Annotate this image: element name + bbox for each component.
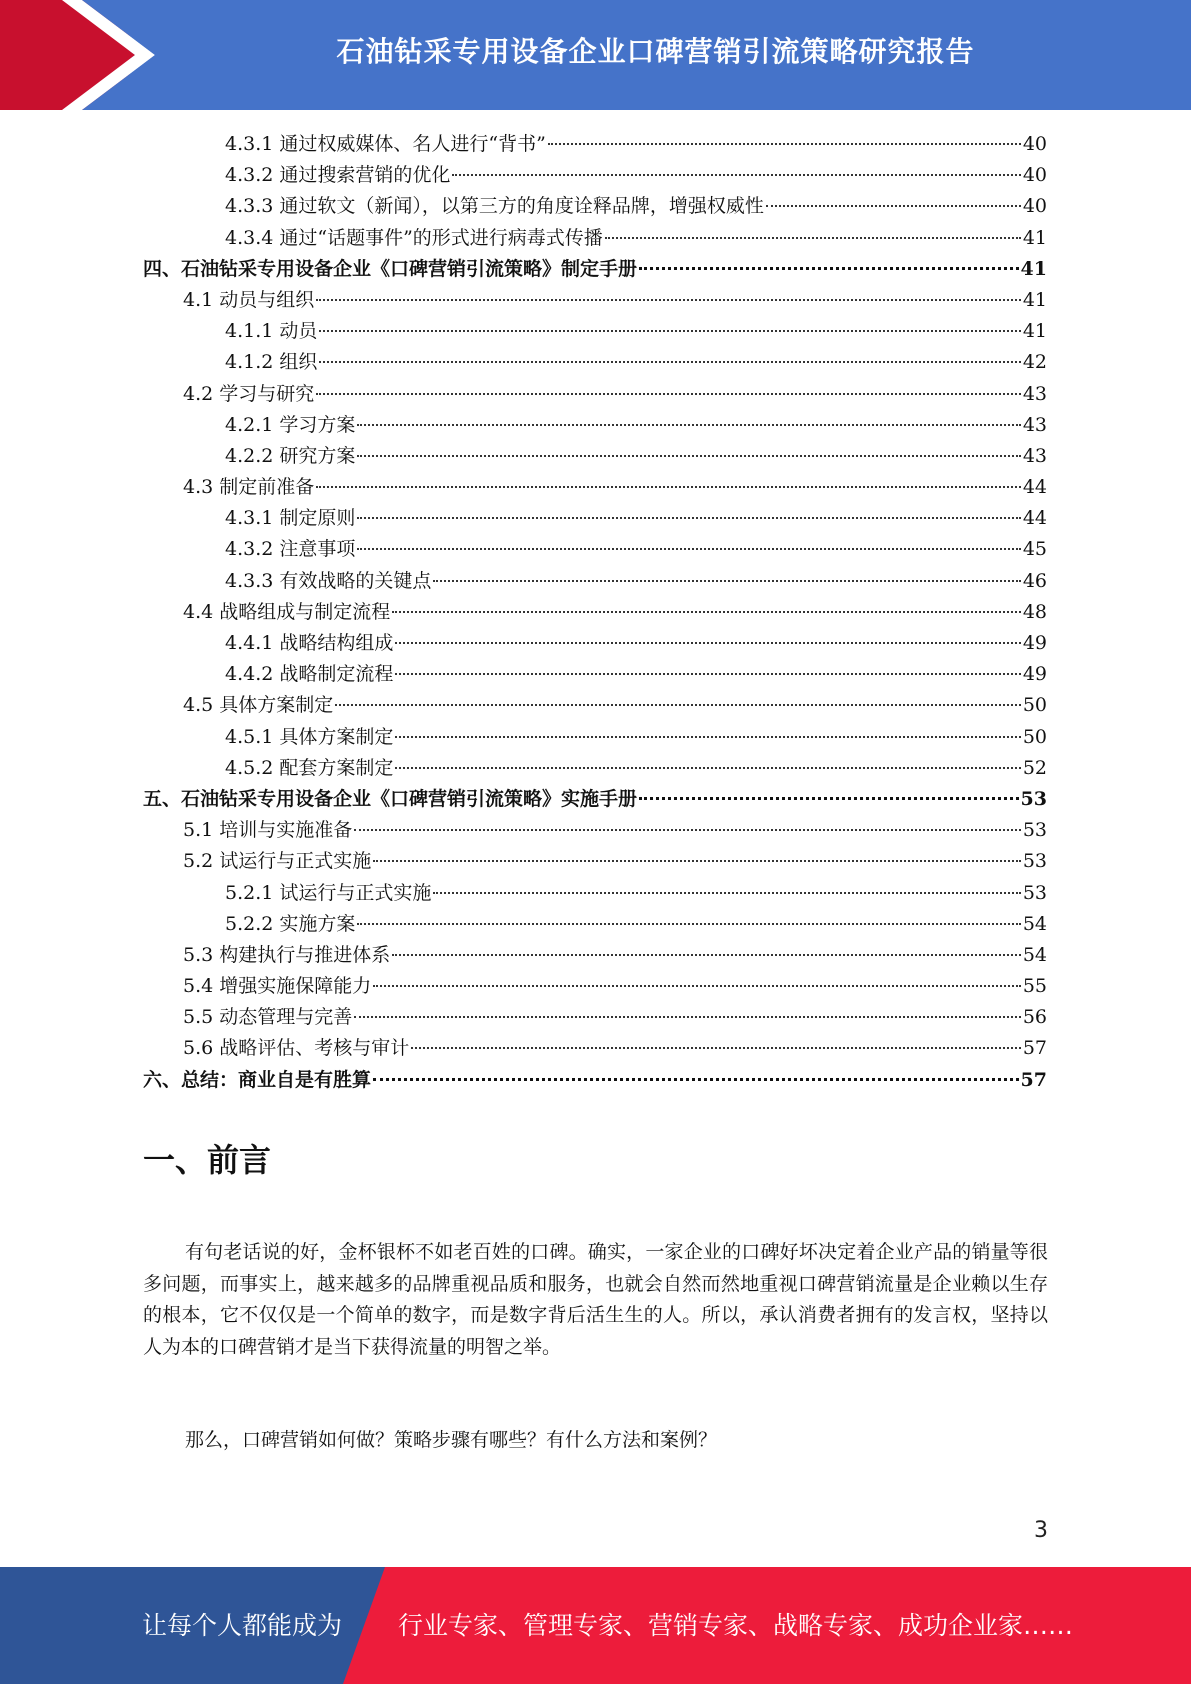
toc-entry-label: 4.3.1 制定原则 xyxy=(225,507,356,530)
footer-slogan-right: 行业专家、管理专家、营销专家、战略专家、成功企业家…… xyxy=(398,1611,1074,1640)
toc-entry-page: 41 xyxy=(1022,226,1047,249)
toc-dot-leader xyxy=(605,237,1021,239)
toc-dot-leader xyxy=(316,299,1021,301)
toc-entry-page: 40 xyxy=(1022,133,1047,155)
toc-entry-page: 55 xyxy=(1022,975,1047,998)
toc-entry-page: 41 xyxy=(1022,288,1047,311)
toc-entry-label: 4.3.2 注意事项 xyxy=(225,538,356,561)
toc-dot-leader xyxy=(357,455,1020,457)
toc-entry-page: 54 xyxy=(1022,912,1047,935)
toc-entry-page: 54 xyxy=(1022,943,1047,966)
table-of-contents xyxy=(143,129,1047,1096)
toc-dot-leader xyxy=(411,1047,1021,1049)
toc-entry[interactable] xyxy=(143,254,1047,285)
toc-entry[interactable] xyxy=(143,753,1047,784)
toc-dot-leader xyxy=(395,767,1020,769)
toc-dot-leader xyxy=(357,548,1020,550)
toc-entry-page: 48 xyxy=(1022,600,1047,623)
toc-entry-label: 4.3.2 通过搜索营销的优化 xyxy=(225,164,451,187)
body-paragraph: 有句老话说的好，金杯银杯不如老百姓的口碑。确实，一家企业的口碑好坏决定着企业产品的销量等很多问题，而事实上，越来越多的品牌重视品质和服务，也就会自然而然地重视口碑营销流量是企业赖以生存的根本，它不仅仅是一个简单的数字，而是数字背后活生生的人。所以，承认消费者拥有的发言权，坚持以人为本的口碑营销才是当下获得流量的明智之举。 xyxy=(143,1241,1048,1358)
toc-dot-leader xyxy=(316,393,1021,395)
toc-entry-page: 53 xyxy=(1022,819,1047,842)
toc-entry[interactable] xyxy=(143,472,1047,503)
toc-entry[interactable] xyxy=(143,441,1047,472)
toc-dot-leader xyxy=(319,330,1020,332)
toc-entry-label: 5.6 战略评估、考核与审计 xyxy=(183,1037,410,1060)
toc-entry[interactable] xyxy=(143,410,1047,441)
toc-entry-page: 46 xyxy=(1022,569,1047,592)
toc-entry[interactable] xyxy=(143,909,1047,940)
toc-entry-page: 49 xyxy=(1022,663,1047,686)
toc-entry-label: 4.2 学习与研究 xyxy=(183,382,315,405)
toc-entry-page: 57 xyxy=(1022,1037,1047,1060)
page-footer xyxy=(0,1567,1191,1684)
toc-entry-label: 5.1 培训与实施准备 xyxy=(183,819,353,842)
toc-entry-label: 4.5 具体方案制定 xyxy=(183,694,334,717)
toc-dot-leader xyxy=(392,954,1021,956)
toc-entry-page: 44 xyxy=(1022,507,1047,530)
toc-dot-leader xyxy=(357,517,1020,519)
toc-entry-page: 44 xyxy=(1022,476,1047,499)
toc-dot-leader xyxy=(395,642,1020,644)
toc-entry[interactable] xyxy=(143,940,1047,971)
toc-entry[interactable] xyxy=(143,503,1047,534)
toc-entry-label: 5.2.1 试运行与正式实施 xyxy=(225,881,432,904)
toc-entry[interactable] xyxy=(143,534,1047,565)
toc-entry[interactable] xyxy=(143,285,1047,316)
toc-dot-leader xyxy=(354,829,1021,831)
toc-entry-label: 5.4 增强实施保障能力 xyxy=(183,975,372,998)
toc-dot-leader xyxy=(395,673,1020,675)
toc-entry-label: 5.2 试运行与正式实施 xyxy=(183,850,372,873)
toc-entry[interactable] xyxy=(143,878,1047,909)
toc-entry[interactable] xyxy=(143,566,1047,597)
toc-entry-label: 5.3 构建执行与推进体系 xyxy=(183,943,391,966)
toc-dot-leader xyxy=(354,1016,1021,1018)
toc-entry-page: 45 xyxy=(1022,538,1047,561)
toc-entry-label: 4.1.2 组织 xyxy=(225,351,318,374)
toc-entry[interactable] xyxy=(143,1002,1047,1033)
toc-entry[interactable] xyxy=(143,1065,1047,1096)
toc-entry-label: 5.2.2 实施方案 xyxy=(225,912,356,935)
toc-entry[interactable] xyxy=(143,628,1047,659)
toc-dot-leader xyxy=(395,736,1020,738)
page-header xyxy=(0,0,1191,110)
toc-entry-label: 4.3 制定前准备 xyxy=(183,476,315,499)
toc-entry[interactable] xyxy=(143,160,1047,191)
footer-slogan-left: 让每个人都能成为 xyxy=(142,1611,343,1640)
toc-entry[interactable] xyxy=(143,784,1047,815)
toc-entry[interactable] xyxy=(143,316,1047,347)
toc-dot-leader xyxy=(639,267,1019,270)
toc-dot-leader xyxy=(319,361,1020,363)
body-paragraph: 那么，口碑营销如何做？策略步骤有哪些？有什么方法和案例？ xyxy=(185,1429,718,1451)
toc-entry[interactable] xyxy=(143,846,1047,877)
toc-dot-leader xyxy=(373,860,1021,862)
toc-entry-label: 5.5 动态管理与完善 xyxy=(183,1006,353,1029)
document-title: 石油钻采专用设备企业口碑营销引流策略研究报告 xyxy=(336,35,975,68)
toc-entry-label: 四、石油钻采专用设备企业《口碑营销引流策略》制定手册 xyxy=(143,257,638,280)
toc-entry[interactable] xyxy=(143,597,1047,628)
toc-dot-leader xyxy=(639,797,1019,800)
toc-entry-page: 43 xyxy=(1022,444,1047,467)
toc-entry-label: 4.1 动员与组织 xyxy=(183,288,315,311)
toc-entry-label: 4.4.1 战略结构组成 xyxy=(225,632,394,654)
toc-entry[interactable] xyxy=(143,191,1047,222)
toc-dot-leader xyxy=(433,580,1020,582)
toc-entry-page: 53 xyxy=(1022,850,1047,873)
toc-entry-page: 49 xyxy=(1022,632,1047,654)
toc-entry-label: 4.4 战略组成与制定流程 xyxy=(183,600,391,623)
toc-dot-leader xyxy=(548,143,1021,145)
toc-dot-leader xyxy=(392,611,1021,613)
toc-entry[interactable] xyxy=(143,690,1047,721)
toc-dot-leader xyxy=(316,486,1021,488)
toc-entry-page: 53 xyxy=(1020,787,1047,810)
toc-entry-page: 40 xyxy=(1022,164,1047,187)
toc-entry-page: 43 xyxy=(1022,382,1047,405)
page-number: 3 xyxy=(1034,1518,1048,1543)
toc-dot-leader xyxy=(373,1078,1019,1081)
toc-entry-page: 53 xyxy=(1022,881,1047,904)
toc-dot-leader xyxy=(433,892,1020,894)
toc-entry-label: 六、总结：商业自是有胜算 xyxy=(143,1068,372,1091)
toc-entry-label: 五、石油钻采专用设备企业《口碑营销引流策略》实施手册 xyxy=(143,787,638,810)
toc-dot-leader xyxy=(766,205,1021,207)
toc-entry-label: 4.5.1 具体方案制定 xyxy=(225,725,394,748)
toc-entry-page: 50 xyxy=(1022,725,1047,748)
toc-dot-leader xyxy=(357,424,1020,426)
toc-entry[interactable] xyxy=(143,379,1047,410)
toc-entry-label: 4.3.3 有效战略的关键点 xyxy=(225,569,432,592)
toc-entry-page: 42 xyxy=(1022,351,1047,374)
toc-entry-page: 41 xyxy=(1020,257,1047,280)
toc-entry-page: 57 xyxy=(1020,1068,1047,1091)
toc-entry-page: 43 xyxy=(1022,413,1047,436)
toc-dot-leader xyxy=(357,923,1020,925)
toc-entry[interactable] xyxy=(143,129,1047,160)
toc-entry-page: 40 xyxy=(1022,195,1047,218)
toc-dot-leader xyxy=(373,985,1021,987)
toc-entry-label: 4.4.2 战略制定流程 xyxy=(225,663,394,686)
toc-entry[interactable] xyxy=(143,659,1047,690)
toc-entry-label: 4.5.2 配套方案制定 xyxy=(225,756,394,779)
toc-entry[interactable] xyxy=(143,223,1047,254)
toc-entry-label: 4.3.3 通过软文（新闻），以第三方的角度诠释品牌，增强权威性 xyxy=(225,195,764,218)
toc-entry-label: 4.3.4 通过“话题事件”的形式进行病毒式传播 xyxy=(225,226,603,249)
toc-entry-page: 56 xyxy=(1022,1006,1047,1029)
toc-entry-label: 4.2.2 研究方案 xyxy=(225,444,356,467)
toc-dot-leader xyxy=(452,174,1020,176)
toc-entry-page: 41 xyxy=(1022,320,1047,343)
toc-entry-page: 52 xyxy=(1022,756,1047,779)
header-chevron-icon xyxy=(0,0,200,110)
toc-entry[interactable] xyxy=(143,1033,1047,1064)
toc-entry-label: 4.3.1 通过权威媒体、名人进行“背书” xyxy=(225,133,546,155)
toc-entry-page: 50 xyxy=(1022,694,1047,717)
toc-dot-leader xyxy=(335,704,1021,706)
toc-entry[interactable] xyxy=(143,971,1047,1002)
toc-entry-label: 4.2.1 学习方案 xyxy=(225,413,356,436)
toc-entry-label: 4.1.1 动员 xyxy=(225,320,318,343)
toc-entry[interactable] xyxy=(143,722,1047,753)
toc-entry[interactable] xyxy=(143,815,1047,846)
toc-entry[interactable] xyxy=(143,347,1047,378)
section-heading: 一、前言 xyxy=(143,1141,272,1179)
